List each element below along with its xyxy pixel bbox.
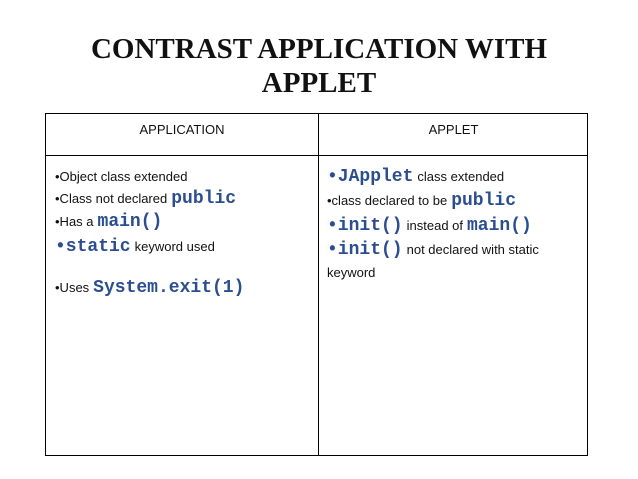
application-item-object-class (55, 166, 313, 187)
application-item-text: keyword used (134, 239, 215, 254)
applet-item-public (327, 188, 585, 214)
applet-item-text: instead of (406, 218, 463, 233)
code-main: main() (467, 216, 532, 236)
code-init: •init() (327, 216, 403, 236)
application-item-text: •Class not declared (55, 191, 168, 206)
applet-column (327, 166, 585, 284)
code-public: public (171, 189, 237, 209)
applet-item-text: class extended (417, 169, 505, 184)
applet-item-keyword (327, 262, 585, 284)
slide-title-line-1: CONTRAST APPLICATION WITH (90, 33, 548, 65)
application-item-system-exit (55, 275, 313, 301)
code-init: •init() (327, 240, 403, 260)
code-public: public (451, 191, 516, 211)
table-header-row (46, 114, 587, 156)
application-item-has-main (55, 210, 313, 234)
application-column (55, 166, 313, 301)
slide-title (40, 32, 598, 100)
column-divider (318, 114, 319, 455)
applet-item-text: •class declared to be (327, 193, 448, 208)
header-applet: APPLET (428, 122, 479, 137)
applet-item-text: not declared with static (406, 242, 539, 257)
code-system-exit: System.exit(1) (93, 278, 245, 298)
applet-item-japplet (327, 166, 585, 188)
applet-item-init-not-static (327, 238, 585, 262)
applet-item-text: keyword (327, 265, 376, 280)
code-main: main() (97, 212, 163, 232)
header-application: APPLICATION (139, 122, 225, 137)
application-item-text: •Uses (55, 280, 90, 295)
application-item-text: •Has a (55, 214, 94, 229)
application-item-static (55, 234, 313, 260)
code-japplet: •JApplet (327, 167, 414, 187)
application-item-text: •Object class extended (55, 169, 188, 184)
comparison-table (45, 113, 588, 456)
application-item-not-public (55, 187, 313, 210)
code-static: •static (55, 237, 131, 257)
slide-title-line-2: APPLET (261, 67, 377, 99)
applet-item-init-instead (327, 214, 585, 238)
